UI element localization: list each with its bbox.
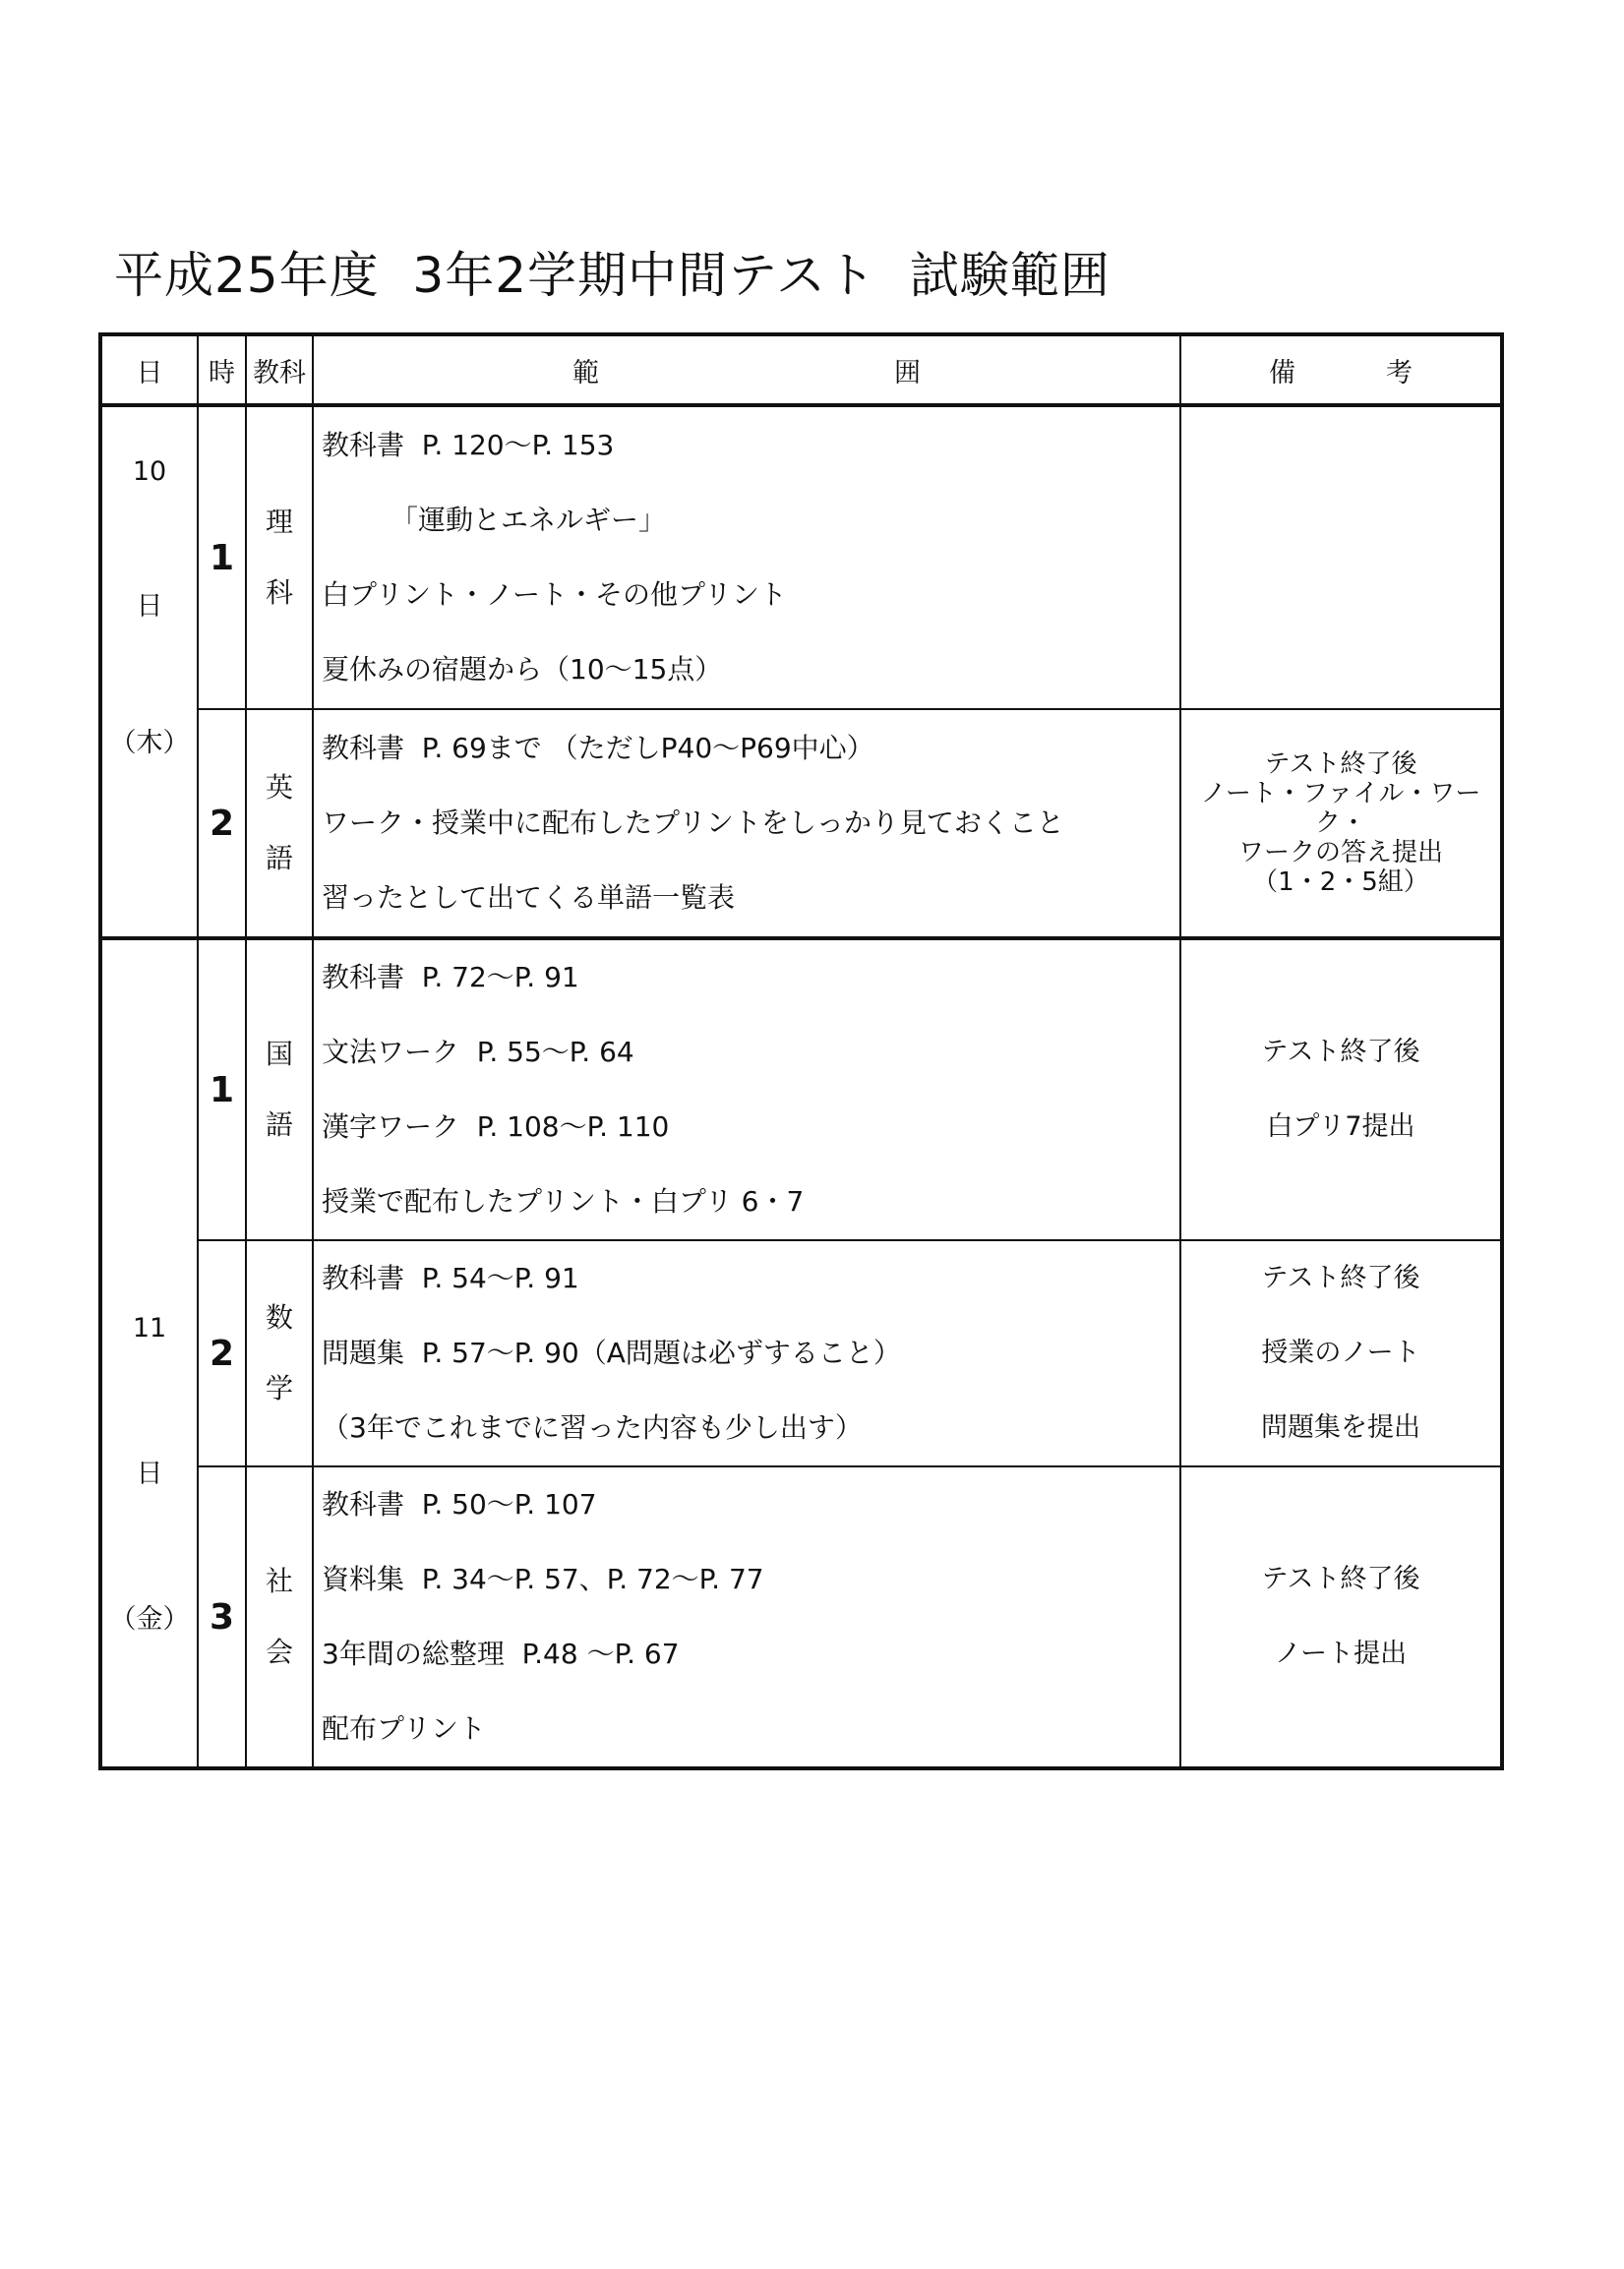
header-notes-char-2: 考 xyxy=(1386,357,1413,388)
day-date: 11 xyxy=(132,1312,167,1343)
note-line: テスト終了後 xyxy=(1261,1564,1420,1594)
range-line: 3年間の総整理 P.48 ～P. 67 xyxy=(322,1638,680,1670)
note-line: 授業のノート xyxy=(1261,1338,1420,1368)
note-line: 白プリ7提出 xyxy=(1266,1111,1415,1142)
subject-char: 理 xyxy=(265,506,293,539)
subject-char: 語 xyxy=(265,842,293,875)
subject-char: 語 xyxy=(265,1108,293,1141)
day-cell-10 xyxy=(100,405,198,938)
period-cell: 1 xyxy=(198,938,246,1240)
range-line: 配布プリント xyxy=(322,1712,486,1745)
range-line: 教科書 P. 120～P. 153 xyxy=(322,429,615,462)
notes-cell xyxy=(1180,1466,1502,1768)
note-line: ノート提出 xyxy=(1274,1639,1408,1669)
notes-cell xyxy=(1180,405,1502,709)
range-line: 習ったとして出てくる単語一覧表 xyxy=(322,881,736,915)
table-row xyxy=(100,1466,1502,1768)
day-weekday: （木） xyxy=(109,727,190,758)
range-cell xyxy=(313,1240,1180,1466)
header-range-char-2: 囲 xyxy=(894,357,921,388)
period-cell: 2 xyxy=(198,709,246,938)
exam-range-table xyxy=(98,332,1504,1770)
note-line: （1・2・5組） xyxy=(1252,867,1429,898)
header-day: 日 xyxy=(100,334,198,405)
range-line: 漢字ワーク P. 108～P. 110 xyxy=(322,1110,670,1143)
note-line: テスト終了後 xyxy=(1261,1263,1420,1293)
page-title: 平成25年度 3年2学期中間テスト 試験範囲 xyxy=(114,247,1111,304)
subject-char: 科 xyxy=(265,576,293,610)
day-suffix: 日 xyxy=(136,591,163,623)
range-line: 文法ワーク P. 55～P. 64 xyxy=(322,1036,634,1068)
range-cell xyxy=(313,1466,1180,1768)
note-line: テスト終了後 xyxy=(1264,749,1417,780)
subject-cell-science xyxy=(246,405,313,709)
notes-cell xyxy=(1180,709,1502,938)
range-cell xyxy=(313,938,1180,1240)
table-row xyxy=(100,709,1502,938)
header-notes-char-1: 備 xyxy=(1269,357,1295,388)
subject-char: 会 xyxy=(265,1636,293,1668)
period-cell: 1 xyxy=(198,405,246,709)
range-line: 教科書 P. 50～P. 107 xyxy=(322,1488,597,1521)
range-line: 問題集 P. 57～P. 90（A問題は必ずすること） xyxy=(322,1337,901,1369)
range-line: 授業で配布したプリント・白プリ 6・7 xyxy=(322,1185,805,1218)
header-notes xyxy=(1180,334,1502,405)
range-line: 資料集 P. 34～P. 57、P. 72～P. 77 xyxy=(322,1563,764,1595)
range-line: 白プリント・ノート・その他プリント xyxy=(322,578,787,612)
table-row xyxy=(100,938,1502,1240)
subject-char: 社 xyxy=(265,1565,293,1597)
day-date: 10 xyxy=(132,455,167,487)
header-range xyxy=(313,334,1180,405)
day-cell-11 xyxy=(100,938,198,1768)
day-weekday: （金） xyxy=(109,1603,190,1635)
subject-cell-social xyxy=(246,1466,313,1768)
notes-cell xyxy=(1180,1240,1502,1466)
note-line: ノート・ファイル・ワーク・ xyxy=(1200,779,1481,839)
range-line: （3年でこれまでに習った内容も少し出す） xyxy=(322,1411,863,1444)
range-line: ワーク・授業中に配布したプリントをしっかり見ておくこと xyxy=(322,806,1064,840)
range-line: 教科書 P. 69まで （ただしP40～P69中心） xyxy=(322,732,874,765)
range-line: 教科書 P. 72～P. 91 xyxy=(322,961,579,993)
range-line: 「運動とエネルギー」 xyxy=(322,504,667,537)
period-cell: 3 xyxy=(198,1466,246,1768)
subject-cell-english xyxy=(246,709,313,938)
subject-char: 学 xyxy=(265,1372,293,1404)
table-row xyxy=(100,405,1502,709)
range-line: 教科書 P. 54～P. 91 xyxy=(322,1262,579,1294)
day-suffix: 日 xyxy=(136,1458,163,1489)
header-range-char-1: 範 xyxy=(572,357,599,388)
notes-cell xyxy=(1180,938,1502,1240)
range-cell xyxy=(313,709,1180,938)
range-line: 夏休みの宿題から（10～15点） xyxy=(322,653,723,687)
subject-char: 数 xyxy=(265,1301,293,1334)
subject-cell-math xyxy=(246,1240,313,1466)
subject-char: 英 xyxy=(265,771,293,805)
period-cell: 2 xyxy=(198,1240,246,1466)
note-line: 問題集を提出 xyxy=(1261,1412,1420,1443)
header-period: 時 xyxy=(198,334,246,405)
note-line: ワークの答え提出 xyxy=(1237,838,1443,868)
table-header-row xyxy=(100,334,1502,405)
subject-char: 国 xyxy=(265,1038,293,1070)
table-row xyxy=(100,1240,1502,1466)
range-cell xyxy=(313,405,1180,709)
header-subject: 教科 xyxy=(246,334,313,405)
subject-cell-japanese xyxy=(246,938,313,1240)
note-line: テスト終了後 xyxy=(1261,1037,1420,1067)
